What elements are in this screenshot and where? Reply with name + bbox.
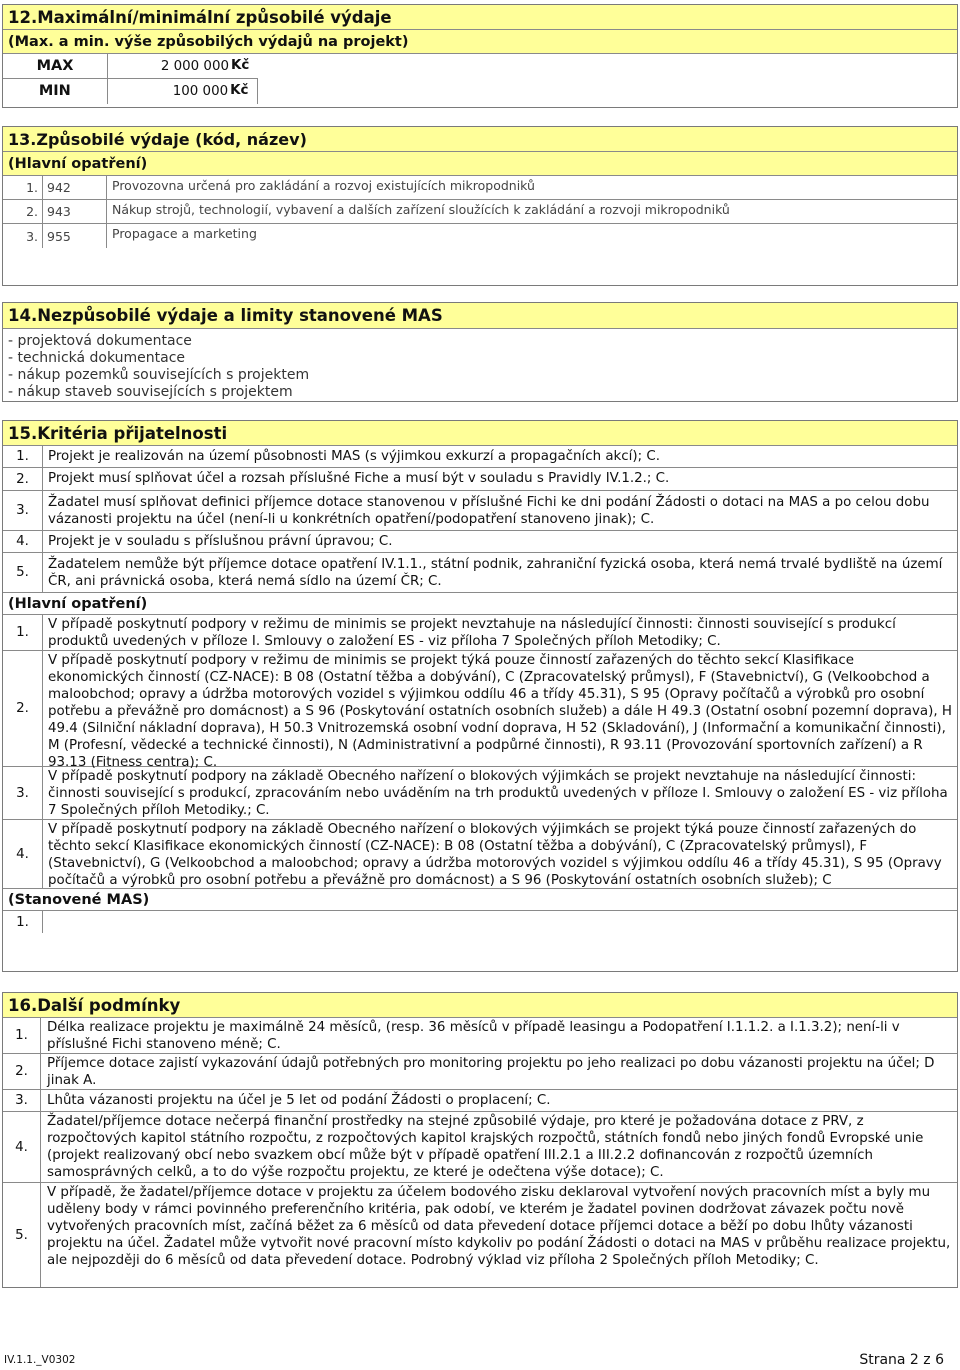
section-12-title: 12.Maximální/minimální způsobilé výdaje xyxy=(3,5,957,30)
list-line: - technická dokumentace xyxy=(8,350,186,366)
item-text: Žadatelem nemůže být příjemce dotace opatření IV.1.1., státní podnik, zahraniční fyzická osoba, která nemá trvalé bydliště na území ČR, ani právnická osoba, která nemá sídlo na území ČR; C. xyxy=(48,557,943,589)
list-item xyxy=(3,767,957,820)
max-value: 2 000 000 xyxy=(160,59,229,74)
hlavni-opatreni-label-row xyxy=(3,593,957,615)
max-label: MAX xyxy=(3,54,108,78)
page-number: Strana 2 z 6 xyxy=(859,1352,944,1368)
item-number: 4. xyxy=(3,820,43,888)
min-unit: Kč xyxy=(230,83,249,98)
list-item xyxy=(3,200,957,224)
section-16 xyxy=(2,992,958,1288)
item-text: Provozovna určená pro zakládání a rozvoj existujících mikropodniků xyxy=(112,178,535,193)
footer-code: IV.1.1._V0302 xyxy=(4,1354,76,1366)
min-label: MIN xyxy=(3,79,108,104)
item-code: 955 xyxy=(43,224,107,248)
list-item xyxy=(3,468,957,491)
item-text: V případě poskytnutí podpory na základě Obecného nařízení o blokových výjimkách se projekt týká pouze činností zařazených do těchto sekcí Klasifikace ekonomických činností (CZ-NACE): B 08 (Ostatní těžba a dobývání), C (Zpracovatelský průmysl), F (Stavebnictví), G (Velkoobchod a maloobchod; opravy a údržba motorových vozidel s výjimkou oddílu 46 a třídy 45.31), S 95 (Opravy počítačů a výrobků pro osobní potřebu a převážně pro domácnost) a S 96 (Poskytování ostatních osobních služeb); C xyxy=(48,822,942,888)
item-text: Propagace a marketing xyxy=(112,226,257,241)
section-15 xyxy=(2,420,958,972)
list-item xyxy=(3,615,957,651)
item-text: Nákup strojů, technologií, vybavení a dalších zařízení sloužících k zakládání a rozvoji mikropodniků xyxy=(112,202,730,217)
list-item xyxy=(3,176,957,200)
item-text: Lhůta vázanosti projektu na účel je 5 let od podání Žádosti o proplacení; C. xyxy=(47,1093,551,1108)
section-14 xyxy=(2,302,958,402)
item-text xyxy=(43,911,957,933)
list-item xyxy=(3,1112,957,1183)
item-number: 2. xyxy=(3,651,43,766)
item-text: Projekt je v souladu s příslušnou právní úpravou; C. xyxy=(48,534,393,549)
list-item xyxy=(3,1090,957,1112)
item-number: 1. xyxy=(3,446,43,467)
item-number: 1. xyxy=(3,176,43,199)
list-item xyxy=(3,531,957,553)
list-line: - nákup staveb souvisejících s projektem xyxy=(8,384,293,400)
list-item xyxy=(3,1054,957,1090)
stanovene-mas-label: (Stanovené MAS) xyxy=(8,892,150,908)
list-item xyxy=(3,1018,957,1054)
item-text: V případě, že žadatel/příjemce dotace v projektu za účelem bodového zisku deklaroval vytvoření nových pracovních míst a byly mu uděleny body v rámci povinného preferenčního kritéria, pak odobí, ve kterém je žadatel povinen dodržovat závazek počtu nově vytvořených pracovních míst, začíná běžet za 6 měsíců od data převedení dotace příjemci dotace a běží po dobu lhůty vázanosti projektu na účel. Žadatel může vytvořit nové pracovní místo kdykoliv po podání Žádosti o dotaci na MAS v průběhu realizace projektu, ale nejpozději do 6 měsíců od data převedení dotace. Podrobný výklad viz příloha 2 Společných příloh Metodiky; C. xyxy=(47,1185,951,1268)
item-text: V případě poskytnutí podpory v režimu de minimis se projekt týká pouze činností zařazených do těchto sekcí Klasifikace ekonomických činností (CZ-NACE): B 08 (Ostatní těžba a dobývání), C (Zpracovatelský průmysl), F (Stavebnictví), G (Velkoobchod a maloobchod; opravy a údržba motorových vozidel s výjimkou oddílu 46 a třídy 45.31), S 95 (Opravy počítačů a výrobků pro osobní potřebu a převážně pro domácnost) a S 96 (Poskytování ostatních osobních služeb) a dále H 49.3 (Ostatní osobní pozemní doprava), H 49.4 (Silniční nákladní doprava), H 50.3 Vnitrozemská osobní vodní doprava, H 52 (Skladování), J (Informační a komunikační činnosti), M (Profesní, vědecké a technické činnosti), N (Administrativní a podpůrné činnosti), R 93.11 (Provozování sportovních zařízení) a R 93.13 (Fitness centra); C. xyxy=(48,653,952,770)
max-unit: Kč xyxy=(231,58,250,73)
item-number: 2. xyxy=(3,468,43,490)
section-14-title: 14.Nezpůsobilé výdaje a limity stanovené MAS xyxy=(3,303,957,329)
item-number: 1. xyxy=(3,615,43,650)
hlavni-opatreni-label: (Hlavní opatření) xyxy=(8,596,148,612)
item-number: 3. xyxy=(3,491,43,530)
list-item xyxy=(3,446,957,468)
item-text: Žadatel/příjemce dotace nečerpá finanční prostředky na stejné způsobilé výdaje, pro které je požadována dotace z PRV, z rozpočtových kapitol státního rozpočtu, z rozpočtových kapitol krajských rozpočtů, státních fondů nebo jiných fondů Evropské unie (projekt realizovaný obcí nebo svazkem obcí může být v případě opatření III.2.1 a III.2.2 dofinancován z rozpočtů územních samosprávných celků, a to do výše rozpočtu projektu, ze které je odečtena výše dotace); C. xyxy=(47,1114,924,1180)
item-number: 5. xyxy=(3,1183,41,1287)
list-item xyxy=(3,820,957,889)
stanovene-mas-label-row xyxy=(3,889,957,911)
list-item xyxy=(3,553,957,593)
item-code: 943 xyxy=(43,200,107,223)
item-text: Žadatel musí splňovat definici příjemce dotace stanovenou v příslušné Fichi ke dni podání Žádosti o dotaci na MAS a po celou dobu vázanosti projektu na účel (není-li u konkrétních opatření/podopatření stanoveno jinak); C. xyxy=(48,495,930,527)
item-number: 4. xyxy=(3,531,43,552)
section-12 xyxy=(2,4,958,108)
list-item xyxy=(3,651,957,770)
item-number: 2. xyxy=(3,200,43,223)
section-13-subtitle: (Hlavní opatření) xyxy=(3,152,957,176)
item-text: Délka realizace projektu je maximálně 24 měsíců, (resp. 36 měsíců v případě leasingu a Podopatření I.1.1.2. a I.1.3.2); není-li v příslušné Fichi stanoveno méně; C. xyxy=(47,1020,900,1052)
section-13-title: 13.Způsobilé výdaje (kód, název) xyxy=(3,127,957,152)
list-line: - projektová dokumentace xyxy=(8,333,192,349)
item-text: Projekt musí splňovat účel a rozsah příslušné Fiche a musí být v souladu s Pravidly IV.1.2.; C. xyxy=(48,471,670,486)
item-number: 3. xyxy=(3,767,43,819)
item-text: V případě poskytnutí podpory na základě Obecného nařízení o blokových výjimkách se projekt nevztahuje na následující činnosti: činnosti související s produkcí, zpracováním nebo uváděním na trh produktů uvedených v příloze I. Smlouvy o založení ES - viz příloha 7 Společných příloh Metodiky.; C. xyxy=(48,769,948,818)
section-15-title: 15.Kritéria přijatelnosti xyxy=(3,421,957,446)
list-item xyxy=(3,224,957,248)
item-number: 3. xyxy=(3,1090,41,1111)
list-item xyxy=(3,491,957,531)
item-text: Příjemce dotace zajistí vykazování údajů potřebných pro monitoring projektu po jeho realizaci po dobu vázanosti projektu na účel; D jinak A. xyxy=(47,1056,935,1088)
list-item xyxy=(3,1183,957,1287)
item-number: 4. xyxy=(3,1112,41,1182)
item-text: Projekt je realizován na území působnosti MAS (s výjimkou exkurzí a propagačních akcí); C. xyxy=(48,449,660,464)
item-number: 1. xyxy=(3,911,43,933)
section-12-subtitle: (Max. a min. výše způsobilých výdajů na projekt) xyxy=(3,30,957,54)
item-number: 2. xyxy=(3,1054,41,1089)
min-value: 100 000 xyxy=(172,84,229,99)
list-item xyxy=(3,911,957,933)
item-number: 3. xyxy=(3,224,43,248)
item-number: 5. xyxy=(3,553,43,592)
item-code: 942 xyxy=(43,176,107,199)
item-text: V případě poskytnutí podpory v režimu de minimis se projekt nevztahuje na následující činnosti: činnosti související s produkcí produktů uvedených v příloze I. Smlouvy o založení ES - viz příloha 7 Společných příloh Metodiky; C. xyxy=(48,617,896,649)
section-13 xyxy=(2,126,958,286)
item-number: 1. xyxy=(3,1018,41,1053)
section-16-title: 16.Další podmínky xyxy=(3,993,957,1018)
list-line: - nákup pozemků souvisejících s projektem xyxy=(8,367,310,383)
